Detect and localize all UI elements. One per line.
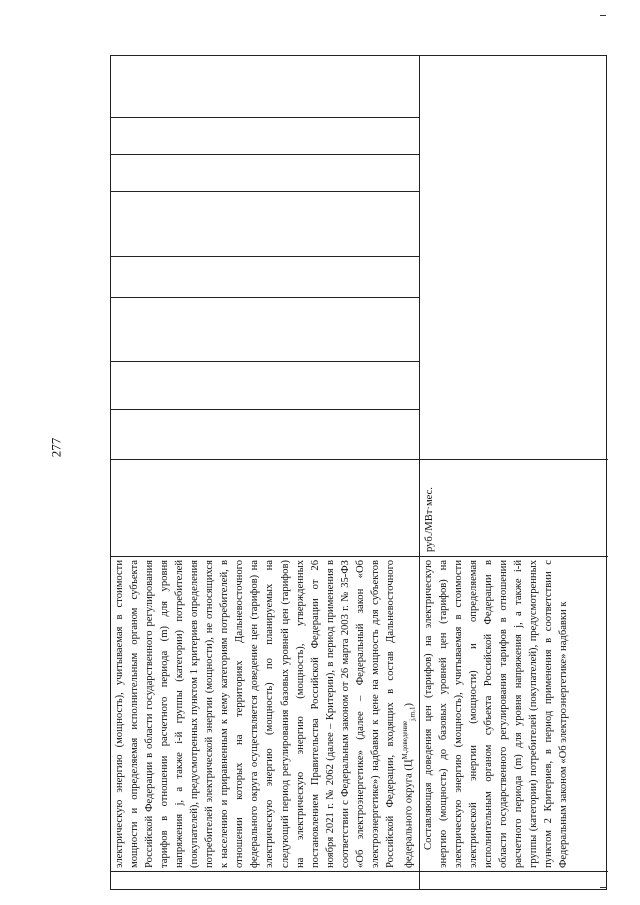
scan-edge-mark [600, 15, 606, 16]
unit-cell [111, 459, 419, 556]
value-cell [420, 56, 608, 459]
value-cell [111, 117, 419, 154]
indicator-name-text: Составляющая доведения цен (тарифов) на электрическую энергию (мощность) до базовых уровней цен (тарифов) на электрическую энергию (мощность), учитываемая в стоимости электрической энергии (мощности) и определяемая исполнительным органом субъекта Российской Федерации в области государственного регулирования тарифов в отношении расчетного периода (m) для уровня напряжения j, а также i-й группы (категории) потребителей (покупателей), предусмотренных пунктом 2 Критериев, в период применения в соответствии с Федеральным законом «Об электроэнергетике» надбавки к [423, 560, 570, 868]
indicator-name-cell [420, 556, 608, 871]
formula-close: ) [403, 702, 415, 707]
rotated-tariff-table [110, 55, 607, 890]
value-cell [111, 256, 419, 297]
value-cell [111, 297, 419, 361]
formula-superscript: M,доведение [400, 720, 409, 760]
value-cell [111, 409, 419, 459]
value-cell [111, 191, 419, 256]
unit-label: руб./МВт·мес. [424, 487, 435, 552]
page-number: 277 [48, 437, 64, 458]
value-cell [111, 361, 419, 409]
row-number-cell [420, 871, 608, 889]
unit-cell [420, 459, 608, 556]
value-cell [111, 154, 419, 191]
indicator-name-text [112, 560, 419, 868]
value-cell [111, 56, 419, 117]
table-row [419, 56, 608, 889]
formula-subscript: j,m,1 [408, 706, 417, 721]
indicator-name-cell [111, 556, 419, 871]
indicator-name-body: электрическую энергию (мощность), учитываемая в стоимости мощности и определяемая исполнительным органом субъекта Российской Федерации в области государственного регулирования тарифов в отношении расчетного периода (m) для уровня напряжения j, а также i-й группы (категории) потребителей (покупателей), предусмотренных пунктом 1 критериев определения потребителей электрической энергии (мощности), не относящихся к населению и приравненным к нему категориям потребителей, в отношении которых на территориях Дальневосточного федерального округа осуществляется доведение цен (тарифов) на электрическую энергию (мощность) по планируемых на следующий период регулирования базовых уровней цен (тарифов) на электрическую энергию (мощность), утвержденных постановлением Правительства Российской Федерации от 26 ноября 2021 г. № 2062 (далее – Критерии), в период применения в соответствии с Федеральным законом от 26 марта 2003 г. № 35-ФЗ «Об электроэнергетике» (далее – Федеральный закон «Об электроэнергетике») надбавки к цене на мощность для субъектов Российской Федерации, входящих в состав Дальневосточного федерального округа (Ц [114, 560, 415, 868]
row-number-cell [111, 871, 419, 889]
table-row [111, 56, 419, 889]
